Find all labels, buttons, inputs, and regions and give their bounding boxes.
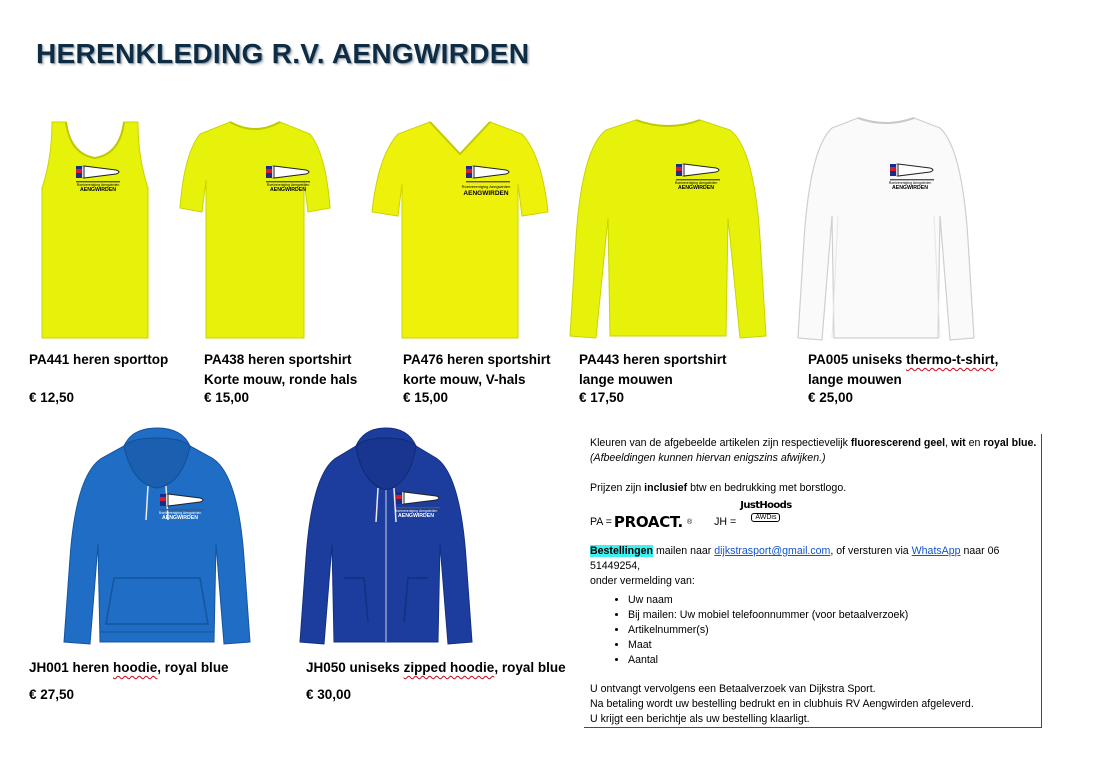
- image-disclaimer: (Afbeeldingen kunnen hiervan enigszins afwijken.): [590, 452, 826, 464]
- page-title: HERENKLEDING R.V. AENGWIRDEN: [36, 38, 530, 69]
- product-price-pa005: € 25,00: [808, 390, 854, 405]
- product-label-pa438: [204, 350, 357, 390]
- list-item: • Bij mailen: Uw mobiel telefoonnummer (voor betaalverzoek): [628, 608, 1037, 623]
- color-note: Kleuren van de afgebeelde artikelen zijn respectievelijk fluorescerend geel, wit en royal blue.: [590, 437, 1037, 449]
- list-item: • Uw naam: [628, 593, 1037, 608]
- svg-text:Roeivereniging Aengwirden: Roeivereniging Aengwirden: [888, 181, 932, 185]
- proact-logo: PROACT.: [613, 513, 683, 531]
- order-instructions-cont: onder vermelding van:: [590, 575, 695, 587]
- order-instructions: Bestellingen mailen naar dijkstrasport@gmail.com, of versturen via WhatsApp naar 06 51449254,: [590, 545, 1000, 572]
- product-image-pa443: [568, 118, 768, 340]
- product-image-jh001: [62, 428, 252, 650]
- product-name: PA438 heren sportshirt: [204, 352, 352, 367]
- pa-prefix: PA =: [590, 516, 612, 528]
- product-image-pa438: [180, 120, 330, 340]
- svg-text:AENGWIRDEN: AENGWIRDEN: [891, 185, 929, 191]
- product-image-jh050: [300, 428, 472, 650]
- product-label-jh050: [306, 658, 566, 678]
- product-label-jh001: [29, 658, 229, 678]
- svg-text:AENGWIRDEN: AENGWIRDEN: [397, 513, 435, 519]
- product-description: lange mouwen: [808, 372, 902, 387]
- product-price-pa438: € 15,00: [204, 390, 250, 405]
- product-image-pa441: [40, 118, 150, 340]
- brand-logos: [590, 500, 1037, 530]
- registered-mark: ®: [686, 519, 693, 526]
- list-item: • Artikelnummer(s): [628, 623, 1037, 638]
- svg-text:AENGWIRDEN: AENGWIRDEN: [79, 187, 117, 193]
- svg-text:Roeivereniging Aengwirden: Roeivereniging Aengwirden: [266, 183, 310, 187]
- product-description: Korte mouw, ronde hals: [204, 372, 358, 387]
- closing-line-1: U ontvangt vervolgens een Betaalverzoek van Dijkstra Sport.: [590, 683, 876, 695]
- product-label-pa476: [403, 350, 551, 390]
- product-price-jh050: € 30,00: [306, 687, 352, 702]
- product-label-pa443: [579, 350, 727, 390]
- product-description: korte mouw, V-hals: [403, 372, 526, 387]
- product-name: PA476 heren sportshirt: [403, 352, 551, 367]
- jh-prefix: JH =: [714, 516, 737, 528]
- product-price-pa443: € 17,50: [579, 390, 625, 405]
- product-price-pa441: € 12,50: [29, 390, 75, 405]
- svg-text:AENGWIRDEN: AENGWIRDEN: [677, 185, 715, 191]
- product-price-jh001: € 27,50: [29, 687, 75, 702]
- justhoods-logo: JustHoods AWDis: [740, 500, 792, 521]
- closing-line-3: U krijgt een berichtje als uw bestelling klaarligt.: [590, 713, 810, 725]
- product-label-pa005: [808, 350, 998, 390]
- product-image-pa005: [798, 116, 974, 342]
- svg-text:Roeivereniging Aengwirden: Roeivereniging Aengwirden: [674, 181, 718, 185]
- price-note: Prijzen zijn inclusief btw en bedrukking met borstlogo.: [590, 482, 847, 494]
- product-name: JH001 heren hoodie, royal blue: [29, 660, 229, 675]
- list-item: • Maat: [628, 638, 1037, 653]
- svg-text:Roeivereniging Aengwirden: Roeivereniging Aengwirden: [461, 184, 511, 189]
- svg-text:Roeivereniging Aengwirden: Roeivereniging Aengwirden: [158, 511, 202, 515]
- product-name: PA005 uniseks thermo-t-shirt,: [808, 352, 999, 367]
- order-fields-list: [590, 593, 1037, 668]
- svg-text:AENGWIRDEN: AENGWIRDEN: [463, 190, 509, 197]
- product-name: PA443 heren sportshirt: [579, 352, 727, 367]
- svg-text:AENGWIRDEN: AENGWIRDEN: [161, 515, 199, 521]
- svg-text:AENGWIRDEN: AENGWIRDEN: [269, 187, 307, 193]
- product-name: PA441 heren sporttop: [29, 352, 169, 367]
- list-item: • Aantal: [628, 653, 1037, 668]
- email-link[interactable]: dijkstrasport@gmail.com: [714, 545, 831, 557]
- closing-line-2: Na betaling wordt uw bestelling bedrukt en in clubhuis RV Aengwirden afgeleverd.: [590, 698, 974, 710]
- product-description: lange mouwen: [579, 372, 673, 387]
- svg-text:Roeivereniging Aengwirden: Roeivereniging Aengwirden: [394, 509, 438, 513]
- whatsapp-link[interactable]: WhatsApp: [911, 545, 961, 557]
- product-price-pa476: € 15,00: [403, 390, 449, 405]
- product-image-pa476: [372, 120, 548, 340]
- order-info-box: [584, 434, 1042, 728]
- svg-text:Roeivereniging Aengwirden: Roeivereniging Aengwirden: [76, 183, 120, 187]
- product-label-pa441: [29, 350, 168, 370]
- product-name: JH050 uniseks zipped hoodie, royal blue: [306, 660, 566, 675]
